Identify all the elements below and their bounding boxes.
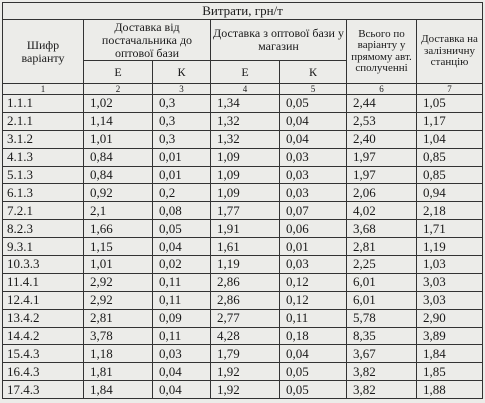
value-cell: 0,03 — [153, 345, 211, 363]
variant-code-cell: 5.1.3 — [3, 166, 84, 184]
value-cell: 0,01 — [153, 148, 211, 166]
value-cell: 1,01 — [84, 130, 153, 148]
value-cell: 0,07 — [280, 202, 347, 220]
table-title: Витрати, грн/т — [3, 3, 483, 20]
value-cell: 3,82 — [347, 363, 417, 381]
value-cell: 1,81 — [84, 363, 153, 381]
header-rail-delivery: Доставка на залізничну станцію — [417, 20, 483, 84]
value-cell: 4,28 — [211, 327, 280, 345]
variant-code-cell: 14.4.2 — [3, 327, 84, 345]
variant-code-cell: 2.1.1 — [3, 112, 84, 130]
value-cell: 0,08 — [153, 202, 211, 220]
value-cell: 0,03 — [280, 184, 347, 202]
value-cell: 1,77 — [211, 202, 280, 220]
value-cell: 1,84 — [84, 381, 153, 399]
table-row — [3, 95, 483, 113]
value-cell: 2,44 — [347, 95, 417, 113]
header-variant-code: Шифр варіанту — [3, 20, 84, 84]
value-cell: 2,06 — [347, 184, 417, 202]
table-row — [3, 202, 483, 220]
variant-code-cell: 17.4.3 — [3, 381, 84, 399]
value-cell: 0,09 — [153, 309, 211, 327]
value-cell: 1,88 — [417, 381, 483, 399]
table-row — [3, 220, 483, 238]
column-number: 4 — [211, 84, 280, 95]
value-cell: 2,25 — [347, 256, 417, 274]
table-row — [3, 309, 483, 327]
value-cell: 2,92 — [84, 291, 153, 309]
column-number: 2 — [84, 84, 153, 95]
table-row — [3, 291, 483, 309]
value-cell: 1,09 — [211, 166, 280, 184]
value-cell: 0,03 — [280, 148, 347, 166]
column-number: 7 — [417, 84, 483, 95]
value-cell: 1,91 — [211, 220, 280, 238]
variant-code-cell: 15.4.3 — [3, 345, 84, 363]
value-cell: 0,2 — [153, 184, 211, 202]
table-row — [3, 130, 483, 148]
value-cell: 0,3 — [153, 112, 211, 130]
value-cell: 1,17 — [417, 112, 483, 130]
value-cell: 0,06 — [280, 220, 347, 238]
value-cell: 0,03 — [280, 256, 347, 274]
value-cell: 2,1 — [84, 202, 153, 220]
value-cell: 0,84 — [84, 148, 153, 166]
value-cell: 3,78 — [84, 327, 153, 345]
variant-code-cell: 10.3.3 — [3, 256, 84, 274]
costs-table — [2, 2, 483, 399]
value-cell: 3,89 — [417, 327, 483, 345]
value-cell: 0,11 — [153, 327, 211, 345]
value-cell: 6,01 — [347, 291, 417, 309]
value-cell: 3,82 — [347, 381, 417, 399]
value-cell: 2,53 — [347, 112, 417, 130]
value-cell: 3,03 — [417, 273, 483, 291]
variant-code-cell: 12.4.1 — [3, 291, 84, 309]
value-cell: 2,77 — [211, 309, 280, 327]
value-cell: 3,03 — [417, 291, 483, 309]
value-cell: 4,02 — [347, 202, 417, 220]
variant-code-cell: 7.2.1 — [3, 202, 84, 220]
value-cell: 1,79 — [211, 345, 280, 363]
value-cell: 1,34 — [211, 95, 280, 113]
table-row — [3, 148, 483, 166]
value-cell: 1,97 — [347, 166, 417, 184]
value-cell: 1,02 — [84, 95, 153, 113]
header-sub-k: К — [153, 61, 211, 84]
value-cell: 1,18 — [84, 345, 153, 363]
value-cell: 0,3 — [153, 95, 211, 113]
value-cell: 0,3 — [153, 130, 211, 148]
value-cell: 1,32 — [211, 130, 280, 148]
value-cell: 0,18 — [280, 327, 347, 345]
value-cell: 1,09 — [211, 148, 280, 166]
column-number: 5 — [280, 84, 347, 95]
value-cell: 1,09 — [211, 184, 280, 202]
value-cell: 0,11 — [153, 291, 211, 309]
value-cell: 0,05 — [153, 220, 211, 238]
value-cell: 1,92 — [211, 363, 280, 381]
header-sub-e: Е — [84, 61, 153, 84]
value-cell: 0,84 — [84, 166, 153, 184]
value-cell: 2,40 — [347, 130, 417, 148]
value-cell: 0,04 — [153, 381, 211, 399]
variant-code-cell: 3.1.2 — [3, 130, 84, 148]
variant-code-cell: 4.1.3 — [3, 148, 84, 166]
table-row — [3, 327, 483, 345]
table-row — [3, 345, 483, 363]
variant-code-cell: 16.4.3 — [3, 363, 84, 381]
header-sub-e: Е — [211, 61, 280, 84]
variant-code-cell: 1.1.1 — [3, 95, 84, 113]
value-cell: 0,85 — [417, 166, 483, 184]
value-cell: 0,04 — [280, 345, 347, 363]
header-sub-k: К — [280, 61, 347, 84]
table-row — [3, 273, 483, 291]
variant-code-cell: 9.3.1 — [3, 238, 84, 256]
value-cell: 1,14 — [84, 112, 153, 130]
value-cell: 2,86 — [211, 291, 280, 309]
table-body — [3, 95, 483, 399]
table-row — [3, 256, 483, 274]
value-cell: 0,03 — [280, 166, 347, 184]
value-cell: 1,92 — [211, 381, 280, 399]
value-cell: 6,01 — [347, 273, 417, 291]
value-cell: 1,66 — [84, 220, 153, 238]
value-cell: 2,92 — [84, 273, 153, 291]
value-cell: 2,81 — [84, 309, 153, 327]
variant-code-cell: 11.4.1 — [3, 273, 84, 291]
value-cell: 0,12 — [280, 273, 347, 291]
value-cell: 0,05 — [280, 95, 347, 113]
value-cell: 2,18 — [417, 202, 483, 220]
value-cell: 3,67 — [347, 345, 417, 363]
value-cell: 1,84 — [417, 345, 483, 363]
value-cell: 1,19 — [417, 238, 483, 256]
table-row — [3, 184, 483, 202]
value-cell: 1,85 — [417, 363, 483, 381]
value-cell: 5,78 — [347, 309, 417, 327]
value-cell: 1,01 — [84, 256, 153, 274]
variant-code-cell: 13.4.2 — [3, 309, 84, 327]
column-number: 1 — [3, 84, 84, 95]
header-total: Всього по варіанту у прямому авт. сполученні — [347, 20, 417, 84]
value-cell: 3,68 — [347, 220, 417, 238]
value-cell: 0,85 — [417, 148, 483, 166]
value-cell: 1,97 — [347, 148, 417, 166]
value-cell: 2,86 — [211, 273, 280, 291]
value-cell: 0,05 — [280, 363, 347, 381]
value-cell: 1,15 — [84, 238, 153, 256]
value-cell: 0,01 — [153, 166, 211, 184]
table-row — [3, 112, 483, 130]
value-cell: 0,02 — [153, 256, 211, 274]
value-cell: 1,05 — [417, 95, 483, 113]
value-cell: 1,71 — [417, 220, 483, 238]
value-cell: 0,04 — [280, 130, 347, 148]
header-wholesale-delivery: Доставка з оптової бази у магазин — [211, 20, 347, 61]
column-number: 6 — [347, 84, 417, 95]
value-cell: 2,81 — [347, 238, 417, 256]
variant-code-cell: 8.2.3 — [3, 220, 84, 238]
value-cell: 0,11 — [153, 273, 211, 291]
header-supplier-delivery: Доставка від постачальника до оптової бази — [84, 20, 211, 61]
column-number: 3 — [153, 84, 211, 95]
value-cell: 0,04 — [153, 363, 211, 381]
value-cell: 1,03 — [417, 256, 483, 274]
value-cell: 1,32 — [211, 112, 280, 130]
value-cell: 0,11 — [280, 309, 347, 327]
value-cell: 1,19 — [211, 256, 280, 274]
value-cell: 1,61 — [211, 238, 280, 256]
value-cell: 0,05 — [280, 381, 347, 399]
value-cell: 1,04 — [417, 130, 483, 148]
table-row — [3, 363, 483, 381]
value-cell: 8,35 — [347, 327, 417, 345]
value-cell: 0,04 — [153, 238, 211, 256]
value-cell: 0,92 — [84, 184, 153, 202]
value-cell: 0,04 — [280, 112, 347, 130]
table-row — [3, 381, 483, 399]
value-cell: 0,01 — [280, 238, 347, 256]
variant-code-cell: 6.1.3 — [3, 184, 84, 202]
table-row — [3, 166, 483, 184]
value-cell: 0,12 — [280, 291, 347, 309]
value-cell: 0,94 — [417, 184, 483, 202]
value-cell: 2,90 — [417, 309, 483, 327]
table-row — [3, 238, 483, 256]
